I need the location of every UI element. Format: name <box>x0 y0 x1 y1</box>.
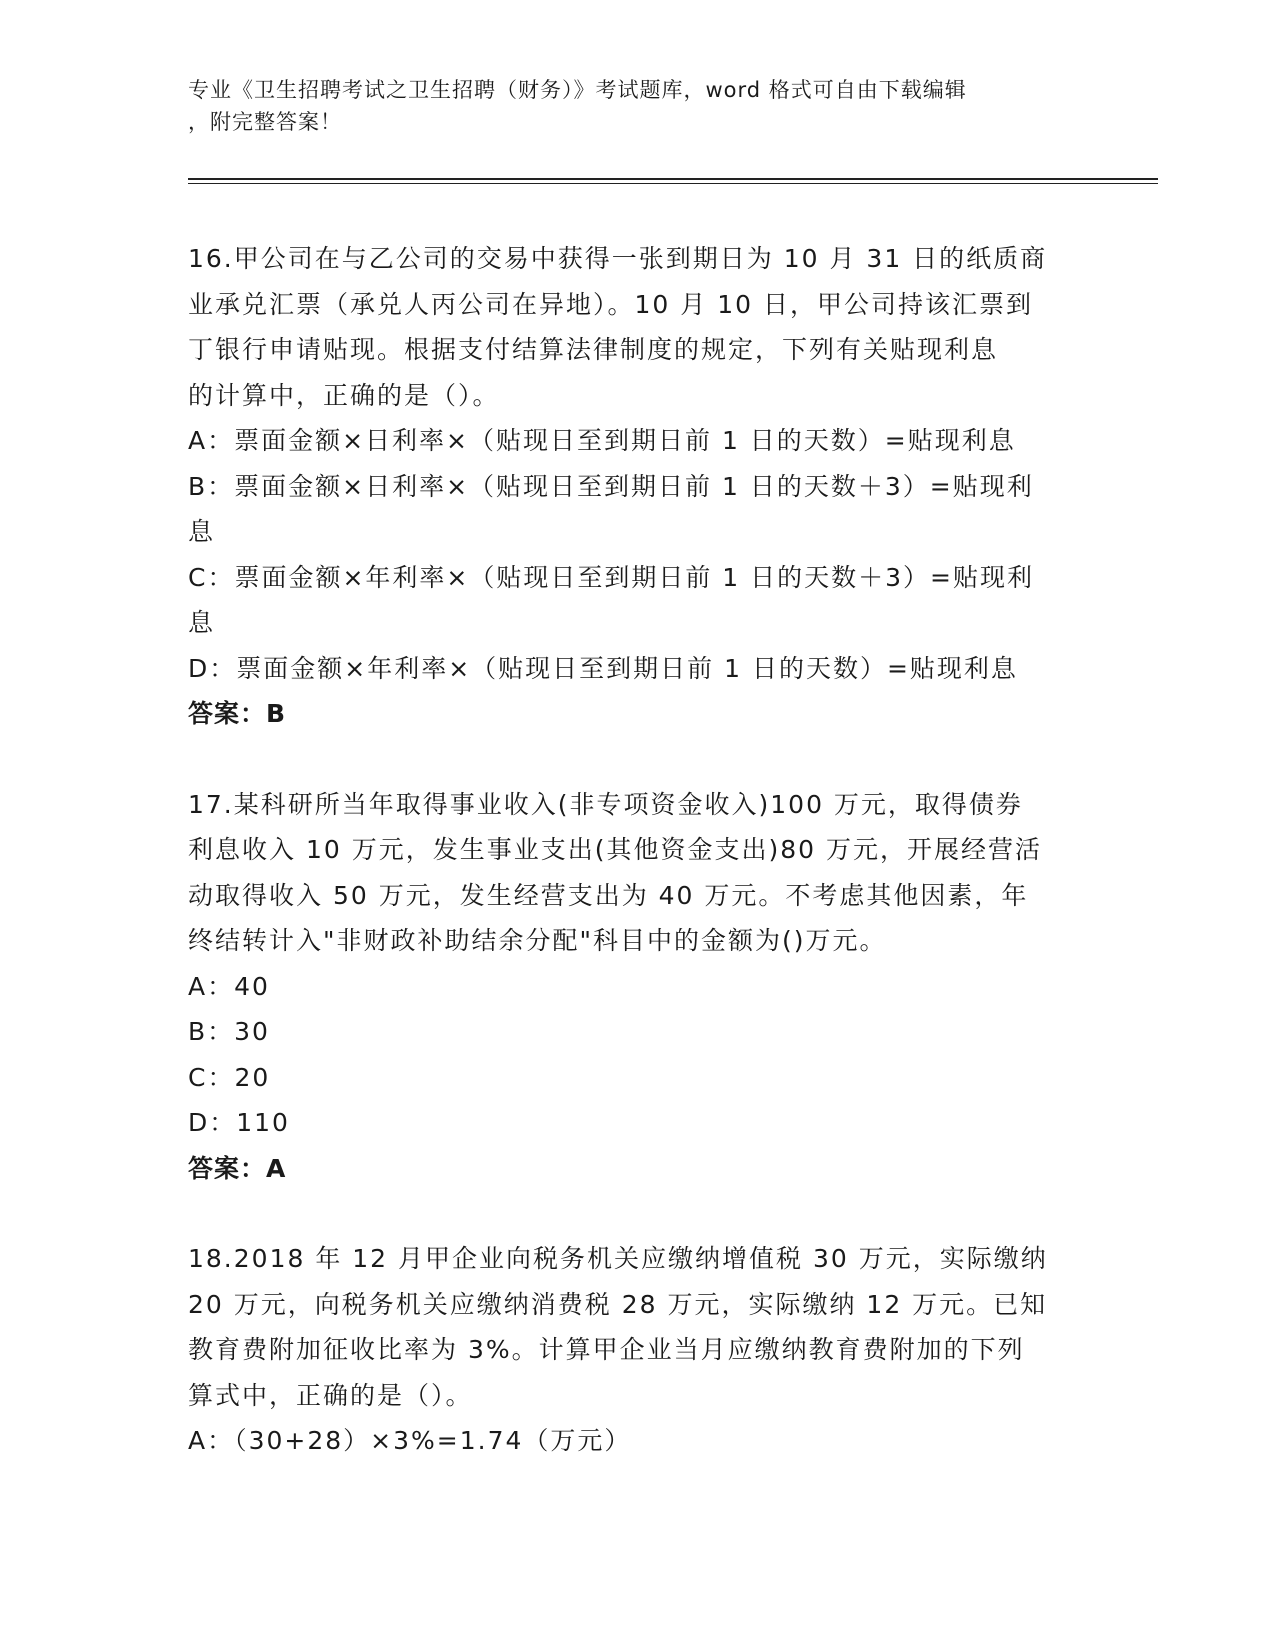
stem-line: 17.某科研所当年取得事业收入(非专项资金收入)100 万元，取得债券 <box>188 789 1023 819</box>
option-line: B：票面金额×日利率×（贴现日至到期日前 1 日的天数＋3）=贴现利 <box>188 471 1034 501</box>
option-b <box>188 464 1088 555</box>
question-stem <box>188 782 1088 964</box>
stem-line: 教育费附加征收比率为 3%。计算甲企业当月应缴纳教育费附加的下列 <box>188 1335 1025 1364</box>
stem-line: 算式中，正确的是（）。 <box>188 1380 473 1410</box>
header-divider-thin <box>188 183 1158 184</box>
question-16 <box>188 236 1088 737</box>
option-c: C：20 <box>188 1062 271 1092</box>
header-line-2: ，附完整答案！ <box>188 110 342 134</box>
stem-line: 的计算中，正确的是（）。 <box>188 380 500 410</box>
question-stem <box>188 236 1088 418</box>
stem-line: 20 万元，向税务机关应缴纳消费税 28 万元，实际缴纳 12 万元。已知 <box>188 1289 1048 1319</box>
stem-line: 动取得收入 50 万元，发生经营支出为 40 万元。不考虑其他因素，年 <box>188 880 1029 910</box>
question-stem <box>188 1236 1088 1418</box>
document-header <box>188 74 1088 138</box>
option-a <box>188 418 1088 464</box>
stem-line: 终结转计入"非财政补助结余分配"科目中的金额为()万元。 <box>188 926 887 955</box>
option-a: A：40 <box>188 971 270 1001</box>
question-list <box>188 236 1088 1464</box>
option-line: D：票面金额×年利率×（贴现日至到期日前 1 日的天数）=贴现利息 <box>188 653 1018 683</box>
answer: 答案：A <box>188 1153 287 1183</box>
option-line: 息 <box>188 517 216 546</box>
option-b: B：30 <box>188 1017 270 1046</box>
stem-line: 18.2018 年 12 月甲企业向税务机关应缴纳增值税 30 万元，实际缴纳 <box>188 1244 1048 1273</box>
question-18 <box>188 1236 1088 1464</box>
question-17 <box>188 782 1088 1192</box>
option-line: C：票面金额×年利率×（贴现日至到期日前 1 日的天数＋3）=贴现利 <box>188 562 1035 592</box>
option-c <box>188 555 1088 646</box>
stem-line: 利息收入 10 万元，发生事业支出(其他资金支出)80 万元，开展经营活 <box>188 835 1042 864</box>
option-d <box>188 646 1088 692</box>
stem-line: 业承兑汇票（承兑人丙公司在异地）。10 月 10 日，甲公司持该汇票到 <box>188 289 1033 319</box>
option-a: A：（30+28）×3%=1.74（万元） <box>188 1426 632 1455</box>
stem-line: 丁银行申请贴现。根据支付结算法律制度的规定，下列有关贴现利息 <box>188 335 999 364</box>
option-line: 息 <box>188 608 216 637</box>
header-divider <box>188 178 1158 180</box>
stem-line: 16.甲公司在与乙公司的交易中获得一张到期日为 10 月 31 日的纸质商 <box>188 244 1048 273</box>
header-line-1: 专业《卫生招聘考试之卫生招聘（财务）》考试题库，word 格式可自由下载编辑 <box>188 78 967 102</box>
option-d: D：110 <box>188 1108 290 1137</box>
answer: 答案：B <box>188 699 287 728</box>
option-line: A：票面金额×日利率×（贴现日至到期日前 1 日的天数）=贴现利息 <box>188 426 1016 455</box>
